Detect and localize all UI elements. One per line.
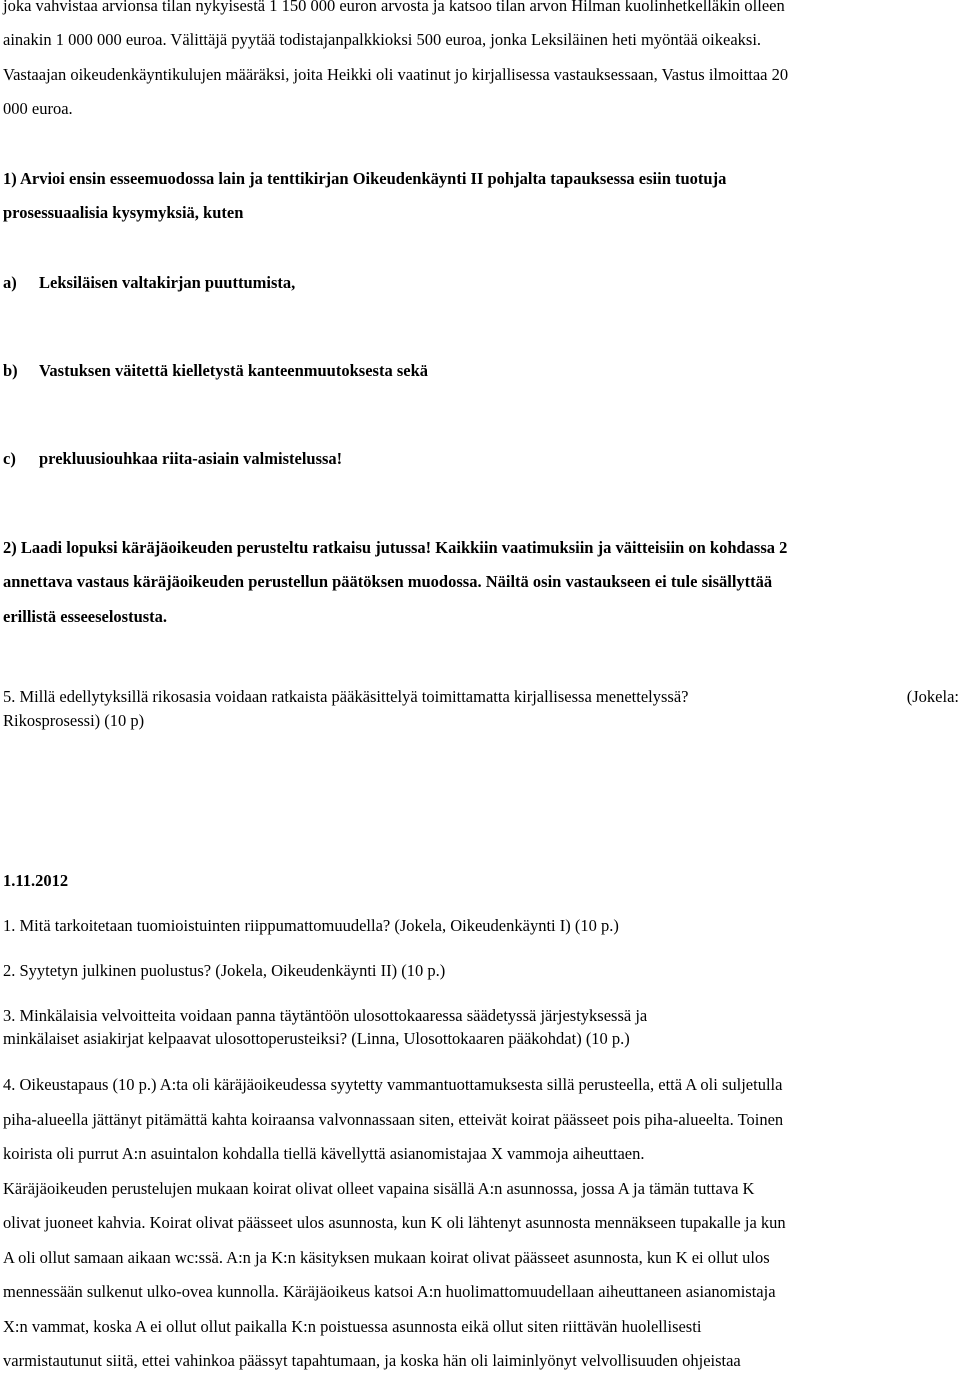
task-1-item-b [3,361,428,381]
task-1-line-2: prosessuaalisia kysymyksiä, kuten [3,203,244,222]
item-text: prekluusiouhkaa riita-asiain valmistelussa! [39,449,343,468]
case-4-line-7: mennessään sulkenut ulko-ovea kunnolla. Käräjäoikeus katsoi A:n huolimattomuudellaan aiheuttaneen asianomistaja [3,1282,776,1301]
question-5-line-1 [3,687,959,707]
case-4-line-2: piha-alueella jättänyt pitämättä kahta koiraansa valvonnassaan siten, etteivät koirat päässeet pois piha-alueelta. Toinen [3,1110,784,1129]
task-2-line-1: 2) Laadi lopuksi käräjäoikeuden perusteltu ratkaisu jutussa! Kaikkiin vaatimuksiin ja väitteisiin on kohdassa 2 [3,538,788,557]
case-4-line-9: varmistautunut siitä, ettei vahinkoa päässyt tapahtumaan, ja koska hän oli laiminlyönyt velvollisuuden ohjeistaa [3,1351,741,1370]
exam-question-2: 2. Syytetyn julkinen puolustus? (Jokela, Oikeudenkäynti II) (10 p.) [3,961,446,980]
item-text: Vastuksen väitettä kielletystä kanteenmuutoksesta sekä [39,361,428,380]
intro-line-1: joka vahvistaa arvionsa tilan nykyisestä 1 150 000 euron arvosta ja katsoo tilan arvon Hilman kuolinhetkelläkin olleen [3,0,785,15]
exam-question-3-line-2: minkälaiset asiakirjat kelpaavat ulosottoperusteiksi? (Linna, Ulosottokaaren pääkohdat) (10 p.) [3,1029,630,1048]
case-4-line-6: A oli ollut samaan aikaan wc:ssä. A:n ja K:n käsityksen mukaan koirat olivat päässeet asunnosta, kun K ei ollut ulos [3,1248,770,1267]
case-4-line-8: X:n vammat, koska A ei ollut ollut paikalla K:n poistuessa asunnosta eikä ollut siten riittävän huolellisesti [3,1317,702,1336]
task-2-line-2: annettava vastaus käräjäoikeuden perustellun päätöksen muodossa. Näiltä osin vastaukseen ei tule sisällyttää [3,572,773,591]
task-1-item-a [3,273,295,293]
intro-line-3: Vastaajan oikeudenkäyntikulujen määräksi, joita Heikki oli vaatinut jo kirjallisessa vastauksessaan, Vastus ilmoittaa 20 [3,65,789,84]
case-4-line-1: 4. Oikeustapaus (10 p.) A:ta oli käräjäoikeudessa syytetty vammantuottamuksesta sillä perusteella, että A oli suljetulla [3,1075,783,1094]
item-label: b) [3,361,18,380]
exam-question-1: 1. Mitä tarkoitetaan tuomioistuinten riippumattomuudella? (Jokela, Oikeudenkäynti I) (10 p.) [3,916,619,935]
question-5-text: 5. Millä edellytyksillä rikosasia voidaan ratkaista pääkäsittelyä toimittamatta kirjallisessa menettelyssä? [3,687,689,706]
item-label: a) [3,273,17,292]
intro-line-4: 000 euroa. [3,99,73,118]
exam-question-3-line-1: 3. Minkälaisia velvoitteita voidaan panna täytäntöön ulosottokaaressa säädetyssä järjestyksessä ja [3,1006,648,1025]
intro-line-2: ainakin 1 000 000 euroa. Välittäjä pyytää todistajanpalkkioksi 500 euroa, jonka Leksiläinen heti myöntää oikeaksi. [3,30,762,49]
question-5-line-2: Rikosprosessi) (10 p) [3,711,145,730]
exam-date: 1.11.2012 [3,871,69,890]
case-4-line-5: olivat juoneet kahvia. Koirat olivat päässeet ulos asunnosta, kun K oli lähtenyt asunnosta mennäkseen tupakalle ja kun [3,1213,786,1232]
item-label: c) [3,449,16,468]
case-4-line-4: Käräjäoikeuden perustelujen mukaan koirat olivat olleet vapaina sisällä A:n asunnossa, jossa A ja tämän tuttava K [3,1179,755,1198]
task-1-item-c [3,449,342,469]
task-1-line-1: 1) Arvioi ensin esseemuodossa lain ja tenttikirjan Oikeudenkäynti II pohjalta tapauksessa esiin tuotuja [3,169,727,188]
item-text: Leksiläisen valtakirjan puuttumista, [39,273,296,292]
question-5-source-start: (Jokela: [906,687,959,706]
task-2-line-3: erillistä esseeselostusta. [3,607,168,626]
case-4-line-3: koirista oli purrut A:n asuintalon kohdalla tiellä kävellyttä asianomistajaa X vammoja aiheuttaen. [3,1144,645,1163]
